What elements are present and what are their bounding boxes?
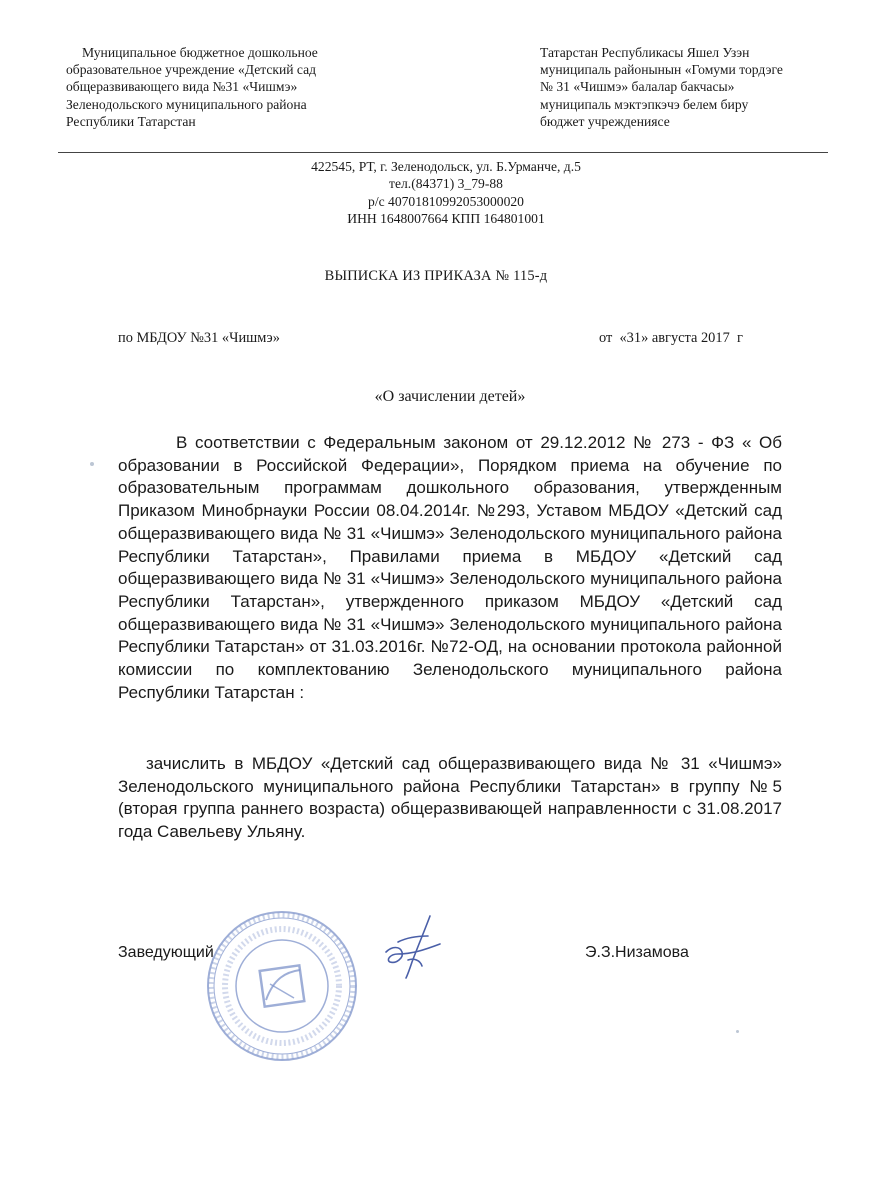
header-left-line: Муниципальное бюджетное дошкольное [82, 45, 318, 60]
header-right-line: бюджет учреждениясе [540, 113, 670, 129]
phone: тел.(84371) 3_79-88 [389, 176, 503, 192]
header-right-line: муниципаль мэктэпкэчэ белем биру [540, 96, 749, 112]
header-left-line: образовательное учреждение «Детский сад [66, 62, 317, 78]
round-stamp-icon [204, 908, 360, 1064]
bank-account: р/с 40701810992053000020 [368, 193, 524, 209]
header-left-line: общеразвивающего вида №31 «Чишмэ» [66, 79, 298, 95]
signatory-position: Заведующий [118, 944, 214, 961]
signatory-name: Э.З.Низамова [585, 944, 689, 961]
header-left-line: Республики Татарстан [66, 113, 196, 129]
header-right-line: Татарстан Республикасы Яшел Узэн [540, 45, 750, 60]
scan-speck [90, 462, 94, 466]
address: 422545, РТ, г. Зеленодольск, ул. Б.Урманче, д.5 [311, 159, 581, 174]
order-date: от «31» августа 2017 г [599, 330, 743, 346]
scan-speck [736, 1030, 739, 1033]
header-right-line: № 31 «Чишмэ» балалар бакчасы» [540, 79, 735, 95]
order-place: по МБДОУ №31 «Чишмэ» [118, 330, 280, 346]
header-org-tatar [540, 44, 860, 130]
order-preamble: В соответствии с Федеральным законом от 29.12.2012 № 273 - ФЗ « Об образовании в Российской Федерации», Порядком приема на обучение по образовательным программам дошкольного образования, утвержденным Приказом Минобрнауки России 08.04.2014г. №293, Уставом МБДОУ «Детский сад общеразвивающего вида № 31 «Чишмэ» Зеленодольского муниципального района Республики Татарстан», Правилами приема в МБДОУ «Детский сад общеразвивающего вида № 31 «Чишмэ» Зеленодольского муниципального района Республики Татарстан», утвержденного приказом МБДОУ «Детский сад общеразвивающего вида № 31 «Чишмэ» Зеленодольского муниципального района Республики Татарстан» от 31.03.2016г. №72-ОД, на основании протокола районной комиссии по комплектованию Зеленодольского муниципального района Республики Татарстан : [118, 433, 782, 702]
header-org-russian [66, 44, 396, 130]
order-resolution: зачислить в МБДОУ «Детский сад общеразвивающего вида № 31 «Чишмэ» Зеленодольского муниципального района Республики Татарстан» в группу №5 (вторая группа раннего возраста) общеразвивающей направленности с 31.08.2017 года Савельеву Ульяну. [118, 754, 782, 842]
header-left-line: Зеленодольского муниципального района [66, 96, 307, 112]
handwritten-signature-icon [378, 912, 448, 980]
order-subject: «О зачислении детей» [374, 388, 526, 405]
header-right-line: муниципаль районынын «Гомуми тордэге [540, 62, 783, 78]
header-divider [58, 152, 828, 153]
inn-kpp: ИНН 1648007664 КПП 164801001 [347, 211, 545, 227]
contact-block [0, 158, 872, 228]
document-title: ВЫПИСКА ИЗ ПРИКАЗА № 115-д [324, 268, 548, 284]
